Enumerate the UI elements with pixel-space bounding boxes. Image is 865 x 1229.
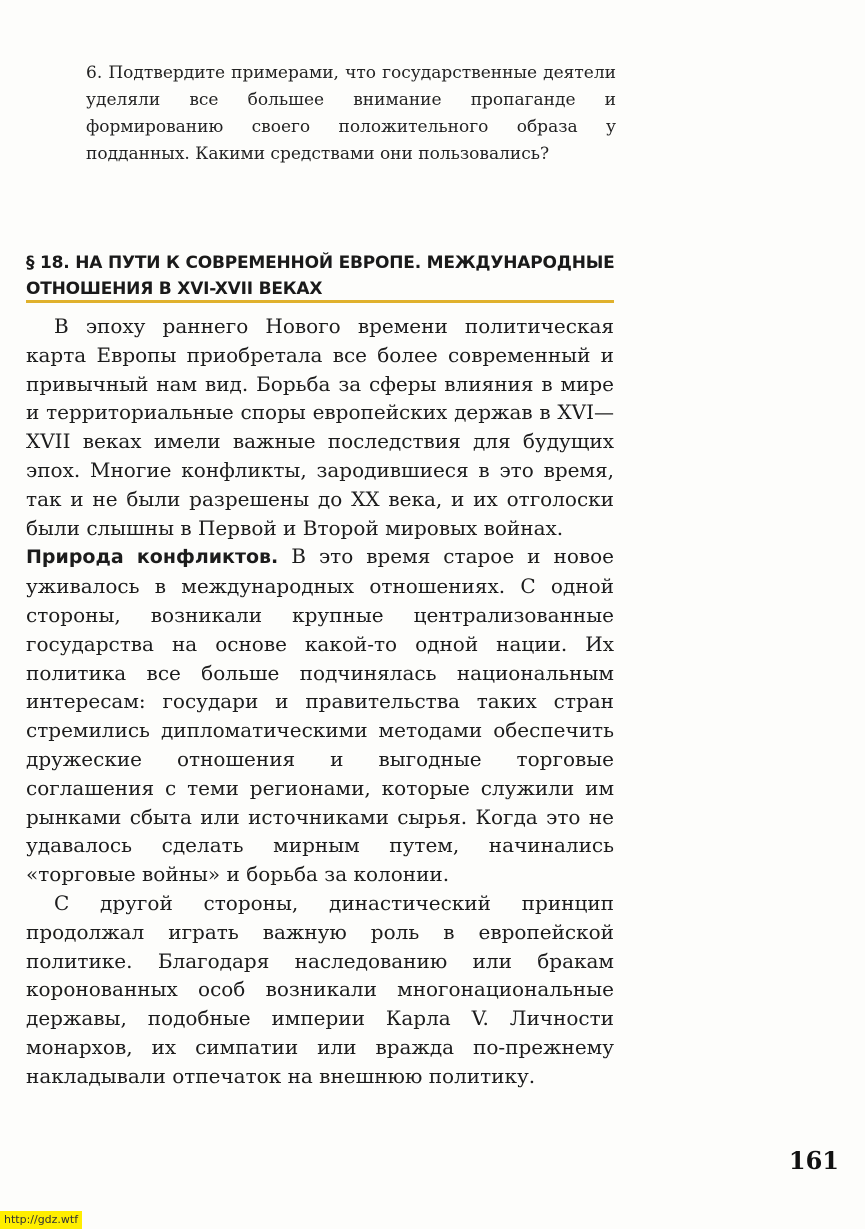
paragraph-intro: В эпоху раннего Нового времени политическая карта Европы приобретала все более современный и привычный нам вид. Борьба за сферы влияния в мире и территориальные споры европейских держав в XVI—XVII веках имели важные последствия для будущих эпох. Многие конфликты, зародившиеся в это время, так и не были разрешены до XX века, и их отголоски были слышны в Первой и Второй мировых войнах. <box>26 314 614 540</box>
paragraph-conflicts-text: В это время старое и новое уживалось в международных отношениях. С одной стороны, возникали крупные централизованные государства на основе какой-то одной нации. Их политика все больше подчинялась национальным интересам: государи и правительства таких стран стремились дипломатическими методами обеспечить дружеские отношения и выгодные торговые соглашения с теми регионами, которые служили им рынками сбыта или источниками сырья. Когда это не удавалось сделать мирным путем, начинались «торговые войны» и борьба за колонии. <box>26 544 615 887</box>
paragraph-conflicts <box>26 542 614 889</box>
page-number: 161 <box>788 1146 839 1175</box>
section-body <box>26 312 614 1091</box>
review-question: 6. Подтвердите примерами, что государственные деятели уделяли все большее внимание пропаганде и формированию своего положительного образа у подданных. Какими средствами они пользовались? <box>86 63 616 164</box>
paragraph-run-in-title: Природа конфликтов. <box>26 546 279 569</box>
heading-underline <box>26 300 614 303</box>
watermark-link[interactable]: http://gdz.wtf <box>0 1211 82 1229</box>
section-heading: § 18. НА ПУТИ К СОВРЕМЕННОЙ ЕВРОПЕ. МЕЖДУНАРОДНЫЕ ОТНОШЕНИЯ В XVI-XVII ВЕКАХ <box>26 253 615 299</box>
paragraph-dynastic: С другой стороны, династический принцип продолжал играть важную роль в европейской политике. Благодаря наследованию или бракам коронованных особ возникали многонациональные державы, подобные империи Карла V. Личности монархов, их симпатии или вражда по-прежнему накладывали отпечаток на внешнюю политику. <box>26 890 614 1088</box>
